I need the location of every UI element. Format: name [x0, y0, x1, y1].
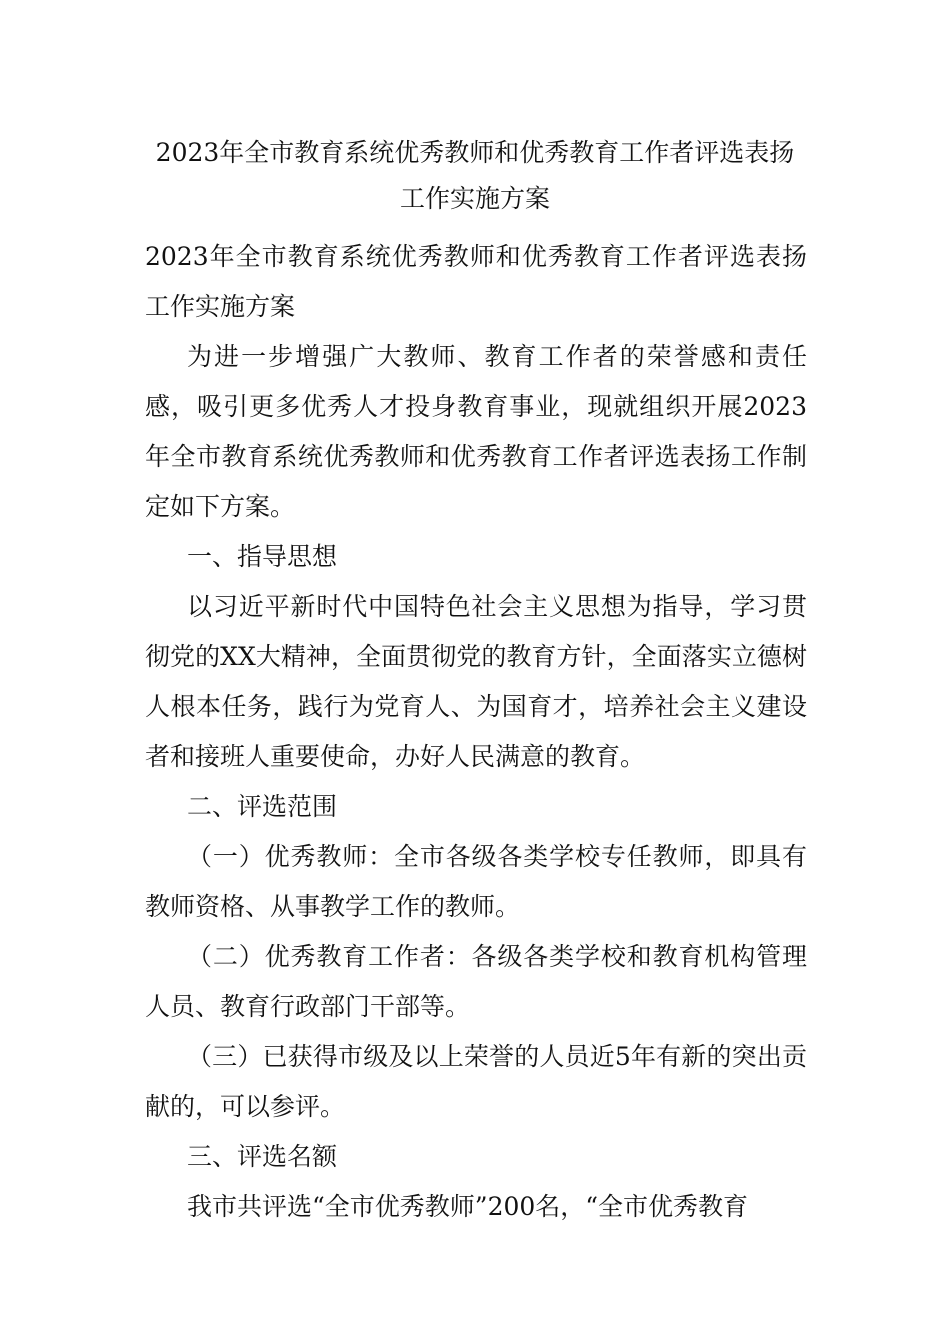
document-title — [145, 130, 805, 222]
intro-paragraph: 为进一步增强广大教师、教育工作者的荣誉感和责任感，吸引更多优秀人才投身教育事业，现就组织开展2023年全市教育系统优秀教师和优秀教育工作者评选表扬工作制定如下方案。 — [145, 342, 807, 521]
selection-quota-paragraph: 我市共评选“全市优秀教师”200名，“全市优秀教育 — [187, 1192, 749, 1221]
title-line-2: 工作实施方案 — [399, 184, 550, 213]
title-line-1: 2023年全市教育系统优秀教师和优秀教育工作者评选表扬 — [155, 138, 795, 167]
section-heading-selection-quota: 三、评选名额 — [187, 1142, 338, 1171]
document-body — [145, 232, 807, 1232]
scope-item-excellent-education-workers: （二）优秀教育工作者：各级各类学校和教育机构管理人员、教育行政部门干部等。 — [145, 942, 807, 1021]
section-heading-guiding-ideology: 一、指导思想 — [187, 542, 338, 571]
scope-item-excellent-teachers: （一）优秀教师：全市各级各类学校专任教师，即具有教师资格、从事教学工作的教师。 — [145, 842, 807, 921]
section-heading-selection-scope: 二、评选范围 — [187, 792, 338, 821]
guiding-ideology-paragraph: 以习近平新时代中国特色社会主义思想为指导，学习贯彻党的XX大精神，全面贯彻党的教育方针，全面落实立德树人根本任务，践行为党育人、为国育才，培养社会主义建设者和接班人重要使命，办好人民满意的教育。 — [145, 592, 807, 771]
repeated-title-paragraph: 2023年全市教育系统优秀教师和优秀教育工作者评选表扬工作实施方案 — [145, 242, 807, 321]
scope-item-previous-honorees: （三）已获得市级及以上荣誉的人员近5年有新的突出贡献的，可以参评。 — [145, 1042, 807, 1121]
